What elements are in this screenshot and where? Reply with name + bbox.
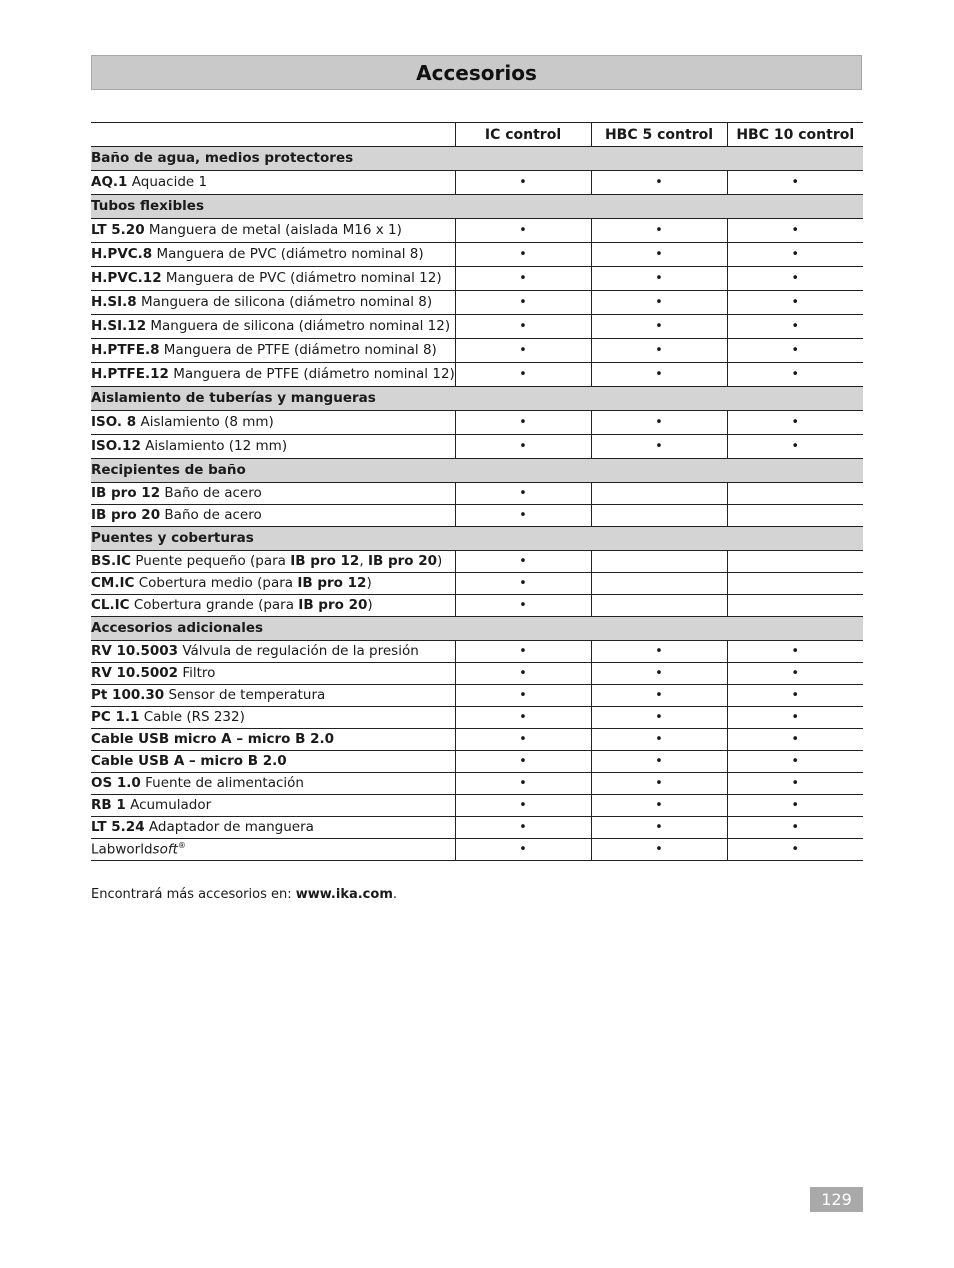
table-row (91, 483, 863, 505)
table-row (91, 595, 863, 617)
compat-dot-icon: • (519, 247, 527, 262)
compat-cell-ic (455, 435, 591, 459)
column-header-ic-control: IC control (455, 123, 591, 147)
compat-cell-hbc5 (591, 363, 727, 387)
compat-dot-icon: • (655, 666, 663, 681)
compat-cell-ic (455, 505, 591, 527)
compat-cell-ic (455, 839, 591, 861)
compat-cell-ic (455, 729, 591, 751)
accessory-code: H.PVC.12 (91, 269, 162, 286)
page-number: 129 (810, 1187, 863, 1212)
compat-dot-icon: • (791, 732, 800, 747)
compat-dot-icon: • (519, 343, 527, 358)
compat-cell-hbc5 (591, 243, 727, 267)
accessory-desc: Baño de acero (164, 506, 262, 523)
compat-cell-hbc10 (727, 641, 863, 663)
compat-cell-ic (455, 773, 591, 795)
section-heading: Accesorios adicionales (91, 617, 863, 641)
compat-dot-icon: • (519, 666, 527, 681)
compat-dot-icon: • (519, 367, 527, 382)
accessory-code: H.SI.12 (91, 317, 147, 334)
accessory-code: ISO.12 (91, 437, 141, 454)
compat-dot-icon: • (791, 175, 800, 190)
table-row (91, 707, 863, 729)
accessory-name (91, 291, 455, 315)
compat-dot-icon: • (655, 754, 663, 769)
footnote (91, 887, 397, 902)
compat-cell-hbc5 (591, 707, 727, 729)
accessory-code: LT 5.20 (91, 221, 145, 238)
section-heading: Recipientes de baño (91, 459, 863, 483)
accessory-code: IB pro 12 (91, 484, 161, 501)
compat-dot-icon: • (519, 223, 527, 238)
compat-cell-hbc5 (591, 773, 727, 795)
accessory-desc-part: Puente pequeño (para (135, 552, 291, 569)
accessory-name (91, 663, 455, 685)
compat-dot-icon: • (519, 842, 527, 857)
accessory-name (91, 219, 455, 243)
accessory-code: Cable USB micro A – micro B 2.0 (91, 730, 334, 747)
compat-cell-hbc5 (591, 219, 727, 243)
compat-cell-ic (455, 483, 591, 505)
website-link[interactable]: www.ika.com (295, 887, 393, 902)
accessory-code: PC 1.1 (91, 708, 140, 725)
compat-dot-icon: • (791, 710, 800, 725)
compat-cell-hbc10 (727, 291, 863, 315)
compat-cell-hbc5 (591, 551, 727, 573)
accessory-desc-part: ® (177, 841, 186, 850)
compat-cell-ic (455, 751, 591, 773)
compat-cell-hbc10 (727, 411, 863, 435)
table-header-row (91, 123, 863, 147)
compat-dot-icon: • (519, 710, 527, 725)
compat-dot-icon: • (655, 295, 663, 310)
accessory-desc: Cable (RS 232) (143, 708, 245, 725)
compat-cell-hbc5 (591, 817, 727, 839)
compat-dot-icon: • (519, 732, 527, 747)
table-row (91, 839, 863, 861)
table-row (91, 171, 863, 195)
compat-dot-icon: • (791, 223, 800, 238)
accessory-name (91, 339, 455, 363)
section-row (91, 195, 863, 219)
compat-dot-icon: • (655, 710, 663, 725)
table-body (91, 147, 863, 861)
accessory-name (91, 707, 455, 729)
compat-cell-hbc5 (591, 171, 727, 195)
compat-dot-icon: • (655, 776, 663, 791)
compat-dot-icon: • (791, 644, 800, 659)
table-row (91, 641, 863, 663)
compat-cell-hbc10 (727, 267, 863, 291)
compat-cell-ic (455, 411, 591, 435)
table-row (91, 435, 863, 459)
compat-cell-hbc10 (727, 339, 863, 363)
compat-dot-icon: • (791, 798, 800, 813)
compat-cell-hbc5 (591, 839, 727, 861)
accessory-desc: Baño de acero (164, 484, 262, 501)
table-row (91, 291, 863, 315)
compat-cell-hbc5 (591, 291, 727, 315)
table-row (91, 505, 863, 527)
compat-cell-ic (455, 171, 591, 195)
compat-cell-ic (455, 315, 591, 339)
accessory-code: ISO. 8 (91, 413, 137, 430)
compat-cell-hbc5 (591, 595, 727, 617)
compat-cell-hbc5 (591, 795, 727, 817)
section-heading: Baño de agua, medios protectores (91, 147, 863, 171)
compat-cell-hbc10 (727, 573, 863, 595)
compat-dot-icon: • (791, 666, 800, 681)
compat-dot-icon: • (519, 319, 527, 334)
compat-cell-ic (455, 663, 591, 685)
compat-dot-icon: • (791, 367, 800, 382)
accessory-code: H.PTFE.12 (91, 365, 169, 382)
table-row (91, 751, 863, 773)
accessory-code: H.PVC.8 (91, 245, 153, 262)
accessory-code: BS.IC (91, 552, 132, 569)
compat-cell-hbc5 (591, 267, 727, 291)
table-row (91, 267, 863, 291)
accessory-desc-part: Labworld (91, 841, 153, 858)
accessory-name (91, 551, 455, 573)
compat-dot-icon: • (791, 688, 800, 703)
accessory-name (91, 243, 455, 267)
compat-dot-icon: • (519, 415, 527, 430)
accessory-desc-part: ) (366, 574, 372, 591)
compat-dot-icon: • (655, 415, 663, 430)
section-row (91, 387, 863, 411)
compat-dot-icon: • (519, 554, 527, 569)
accessory-code: RV 10.5003 (91, 642, 179, 659)
compat-cell-ic (455, 685, 591, 707)
accessory-code: OS 1.0 (91, 774, 141, 791)
compat-dot-icon: • (519, 175, 527, 190)
compat-dot-icon: • (519, 798, 527, 813)
accessory-desc: Aislamiento (8 mm) (140, 413, 274, 430)
compat-cell-hbc5 (591, 663, 727, 685)
accessory-desc-part: Cobertura grande (para (133, 596, 299, 613)
title-bar (91, 55, 862, 90)
compat-cell-hbc5 (591, 641, 727, 663)
compat-dot-icon: • (791, 247, 800, 262)
accessory-name (91, 171, 455, 195)
accessory-name (91, 729, 455, 751)
accessory-desc: Manguera de metal (aislada M16 x 1) (148, 221, 402, 238)
accessory-desc: Manguera de PTFE (diámetro nominal 8) (163, 341, 437, 358)
accessory-code: RV 10.5002 (91, 664, 179, 681)
accessory-code: LT 5.24 (91, 818, 145, 835)
accessory-name (91, 411, 455, 435)
column-header-hbc10-control: HBC 10 control (727, 123, 863, 147)
compat-dot-icon: • (655, 688, 663, 703)
table-row (91, 339, 863, 363)
compat-dot-icon: • (519, 644, 527, 659)
table-row (91, 315, 863, 339)
table-row (91, 795, 863, 817)
compat-dot-icon: • (655, 271, 663, 286)
compat-cell-ic (455, 595, 591, 617)
accessory-desc-part: IB pro 12 (290, 552, 360, 569)
compat-cell-ic (455, 363, 591, 387)
accessory-desc-part: , (359, 552, 368, 569)
compat-dot-icon: • (519, 820, 527, 835)
compat-dot-icon: • (655, 175, 663, 190)
compat-cell-hbc10 (727, 795, 863, 817)
compat-dot-icon: • (519, 598, 527, 613)
table-row (91, 573, 863, 595)
compat-dot-icon: • (519, 754, 527, 769)
compat-cell-hbc10 (727, 505, 863, 527)
section-heading: Tubos flexibles (91, 195, 863, 219)
compat-cell-ic (455, 707, 591, 729)
page-title: Accesorios (416, 60, 537, 85)
compat-cell-hbc10 (727, 315, 863, 339)
compat-dot-icon: • (655, 247, 663, 262)
accessory-name (91, 573, 455, 595)
compat-cell-hbc10 (727, 551, 863, 573)
compat-dot-icon: • (519, 776, 527, 791)
compat-cell-ic (455, 641, 591, 663)
compat-cell-hbc10 (727, 773, 863, 795)
footnote-text: Encontrará más accesorios en: (91, 887, 296, 902)
compat-cell-hbc10 (727, 707, 863, 729)
accessory-name (91, 267, 455, 291)
accessory-desc: Manguera de PTFE (diámetro nominal 12) (173, 365, 455, 382)
accessories-table (91, 122, 863, 861)
accessory-desc: Acumulador (130, 796, 212, 813)
compat-dot-icon: • (791, 415, 800, 430)
accessory-code: Cable USB A – micro B 2.0 (91, 752, 287, 769)
section-heading: Aislamiento de tuberías y mangueras (91, 387, 863, 411)
compat-dot-icon: • (519, 439, 527, 454)
table-row (91, 729, 863, 751)
compat-dot-icon: • (519, 508, 527, 523)
compat-dot-icon: • (791, 776, 800, 791)
accessory-name (91, 685, 455, 707)
accessory-code: Pt 100.30 (91, 686, 165, 703)
compat-cell-hbc5 (591, 573, 727, 595)
compat-dot-icon: • (791, 343, 800, 358)
compat-dot-icon: • (791, 271, 800, 286)
compat-dot-icon: • (655, 439, 663, 454)
compat-cell-ic (455, 219, 591, 243)
accessory-name (91, 773, 455, 795)
compat-cell-hbc5 (591, 751, 727, 773)
compat-cell-ic (455, 291, 591, 315)
accessory-desc: Adaptador de manguera (148, 818, 314, 835)
compat-cell-hbc10 (727, 817, 863, 839)
compat-cell-hbc5 (591, 483, 727, 505)
accessory-code: CL.IC (91, 596, 130, 613)
compat-dot-icon: • (655, 644, 663, 659)
accessory-code: H.PTFE.8 (91, 341, 160, 358)
compat-cell-hbc10 (727, 483, 863, 505)
table-row (91, 551, 863, 573)
accessory-name (91, 751, 455, 773)
compat-cell-hbc5 (591, 435, 727, 459)
compat-dot-icon: • (791, 754, 800, 769)
footnote-end: . (392, 887, 398, 902)
compat-cell-hbc10 (727, 171, 863, 195)
accessory-code: H.SI.8 (91, 293, 137, 310)
compat-cell-hbc5 (591, 729, 727, 751)
accessory-desc-part: soft (152, 841, 178, 858)
accessory-name (91, 435, 455, 459)
compat-dot-icon: • (655, 367, 663, 382)
section-row (91, 147, 863, 171)
accessory-desc: Fuente de alimentación (145, 774, 304, 791)
table-row (91, 363, 863, 387)
compat-dot-icon: • (791, 842, 800, 857)
table-row (91, 685, 863, 707)
accessory-code: CM.IC (91, 574, 135, 591)
compat-dot-icon: • (655, 343, 663, 358)
section-row (91, 459, 863, 483)
compat-cell-ic (455, 267, 591, 291)
table-row (91, 773, 863, 795)
compat-cell-hbc10 (727, 363, 863, 387)
accessory-desc-part: IB pro 12 (297, 574, 367, 591)
accessory-desc: Manguera de PVC (diámetro nominal 8) (156, 245, 424, 262)
accessory-name (91, 795, 455, 817)
section-row (91, 617, 863, 641)
compat-cell-hbc10 (727, 729, 863, 751)
compat-dot-icon: • (519, 295, 527, 310)
compat-cell-hbc5 (591, 339, 727, 363)
accessory-name (91, 483, 455, 505)
accessory-desc-part: ) (437, 552, 443, 569)
compat-dot-icon: • (655, 798, 663, 813)
table-row (91, 411, 863, 435)
accessory-desc: Manguera de silicona (diámetro nominal 8) (141, 293, 433, 310)
accessory-name (91, 641, 455, 663)
compat-dot-icon: • (791, 295, 800, 310)
compat-cell-ic (455, 795, 591, 817)
compat-cell-ic (455, 339, 591, 363)
accessory-desc: Manguera de silicona (diámetro nominal 12) (150, 317, 451, 334)
compat-cell-hbc5 (591, 411, 727, 435)
compat-cell-hbc10 (727, 663, 863, 685)
accessory-desc: Válvula de regulación de la presión (182, 642, 419, 659)
compat-dot-icon: • (655, 842, 663, 857)
column-header-hbc5-control: HBC 5 control (591, 123, 727, 147)
accessory-code: AQ.1 (91, 173, 128, 190)
compat-cell-ic (455, 817, 591, 839)
compat-cell-hbc10 (727, 839, 863, 861)
table-row (91, 243, 863, 267)
compat-cell-hbc10 (727, 751, 863, 773)
compat-cell-hbc5 (591, 685, 727, 707)
section-heading: Puentes y coberturas (91, 527, 863, 551)
compat-dot-icon: • (655, 319, 663, 334)
compat-cell-hbc10 (727, 595, 863, 617)
compat-cell-ic (455, 551, 591, 573)
compat-dot-icon: • (519, 576, 527, 591)
compat-cell-hbc10 (727, 219, 863, 243)
table-row (91, 663, 863, 685)
compat-cell-hbc5 (591, 315, 727, 339)
accessory-desc: Aquacide 1 (131, 173, 208, 190)
accessory-code: RB 1 (91, 796, 126, 813)
accessory-name (91, 315, 455, 339)
accessory-name (91, 505, 455, 527)
compat-cell-hbc5 (591, 505, 727, 527)
compat-dot-icon: • (791, 319, 800, 334)
compat-dot-icon: • (655, 820, 663, 835)
compat-dot-icon: • (791, 820, 800, 835)
compat-cell-hbc10 (727, 685, 863, 707)
accessory-name (91, 839, 455, 861)
compat-dot-icon: • (791, 439, 800, 454)
header-blank (91, 123, 455, 147)
section-row (91, 527, 863, 551)
accessory-desc-part: IB pro 20 (367, 552, 438, 569)
compat-dot-icon: • (519, 688, 527, 703)
accessory-name (91, 363, 455, 387)
compat-cell-hbc10 (727, 243, 863, 267)
compat-dot-icon: • (519, 271, 527, 286)
accessory-desc-part: IB pro 20 (298, 596, 368, 613)
accessory-name (91, 817, 455, 839)
accessory-desc: Aislamiento (12 mm) (145, 437, 288, 454)
accessory-desc: Filtro (182, 664, 216, 681)
accessory-code: IB pro 20 (91, 506, 161, 523)
compat-cell-hbc10 (727, 435, 863, 459)
compat-dot-icon: • (655, 223, 663, 238)
compat-cell-ic (455, 573, 591, 595)
accessory-desc: Sensor de temperatura (168, 686, 326, 703)
compat-dot-icon: • (519, 486, 527, 501)
accessory-desc-part: Cobertura medio (para (138, 574, 298, 591)
accessory-desc: Manguera de PVC (diámetro nominal 12) (165, 269, 442, 286)
accessory-name (91, 595, 455, 617)
compat-dot-icon: • (655, 732, 663, 747)
compat-cell-ic (455, 243, 591, 267)
accessory-desc-part: ) (367, 596, 373, 613)
table-row (91, 219, 863, 243)
table-row (91, 817, 863, 839)
